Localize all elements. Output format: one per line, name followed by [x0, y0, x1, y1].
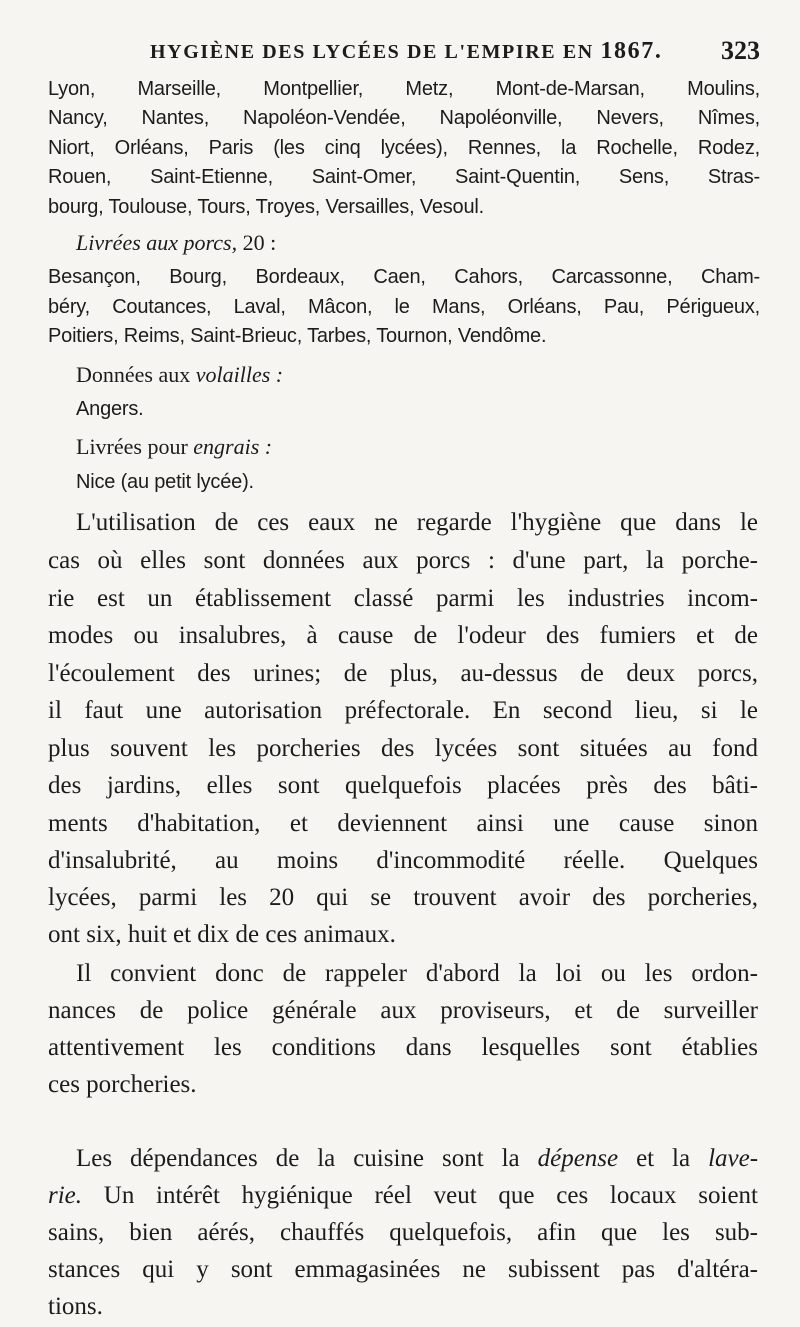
text-line: il faut une autorisation préfectorale. En second lieu, si le: [48, 697, 758, 724]
engrais-item: Nice (au petit lycée).: [76, 471, 254, 493]
list-line: bourg, Toulouse, Tours, Troyes, Versailles, Vesoul.: [48, 196, 484, 218]
section-heading-porcs: [76, 230, 276, 256]
text-line: cas où elles sont données aux porcs : d'une part, la porche-: [48, 547, 758, 574]
running-head: [150, 38, 662, 65]
running-head-year: 1867.: [600, 38, 663, 64]
list-line: Niort, Orléans, Paris (les cinq lycées), Rennes, la Rochelle, Rodez,: [48, 137, 760, 159]
list-line: Nancy, Nantes, Napoléon-Vendée, Napoléonville, Nevers, Nîmes,: [48, 107, 760, 129]
heading-prefix: Données aux: [76, 362, 191, 387]
text-line: des jardins, elles sont quelquefois placées près des bâti-: [48, 772, 758, 799]
text-line: d'insalubrité, au moins d'incommodité réelle. Quelques: [48, 847, 758, 874]
heading-italic: volailles :: [195, 362, 284, 387]
volailles-item: Angers.: [76, 398, 144, 420]
text-line: nances de police générale aux proviseurs, et de surveiller: [48, 997, 758, 1024]
list-line: Besançon, Bourg, Bordeaux, Caen, Cahors, Carcassonne, Cham-: [48, 266, 760, 288]
list-line: Lyon, Marseille, Montpellier, Metz, Mont-de-Marsan, Moulins,: [48, 78, 760, 100]
text-line: ments d'habitation, et deviennent ainsi une cause sinon: [48, 810, 758, 837]
heading-count: 20 :: [242, 230, 277, 255]
text-line: stances qui y sont emmagasinées ne subissent pas d'altéra-: [48, 1256, 758, 1283]
text-line: l'écoulement des urines; de plus, au-dessus de deux porcs,: [48, 660, 758, 687]
text-span: Les dépendances de la cuisine sont la: [76, 1145, 520, 1172]
list-line: béry, Coutances, Laval, Mâcon, le Mans, Orléans, Pau, Périgueux,: [48, 296, 760, 318]
text-line: [76, 1145, 758, 1173]
running-head-text: HYGIÈNE DES LYCÉES DE L'EMPIRE EN: [150, 41, 594, 63]
text-line: attentivement les conditions dans lesquelles sont établies: [48, 1034, 758, 1061]
text-line: [48, 1182, 758, 1210]
heading-prefix: Livrées pour: [76, 434, 188, 459]
text-line: sains, bien aérés, chauffés quelquefois, afin que les sub-: [48, 1219, 758, 1246]
text-span: et la: [636, 1145, 691, 1172]
text-line: lycées, parmi les 20 qui se trouvent avoir des porcheries,: [48, 884, 758, 911]
text-line: rie est un établissement classé parmi les industries incom-: [48, 585, 758, 612]
text-span: Un intérêt hygiénique réel veut que ces locaux soient: [103, 1182, 758, 1209]
heading-italic: engrais :: [193, 434, 273, 459]
text-line: plus souvent les porcheries des lycées sont situées au fond: [48, 735, 758, 762]
list-line: Rouen, Saint-Etienne, Saint-Omer, Saint-Quentin, Sens, Stras-: [48, 166, 760, 188]
list-line: Poitiers, Reims, Saint-Brieuc, Tarbes, Tournon, Vendôme.: [48, 325, 547, 347]
text-line: tions.: [48, 1293, 103, 1320]
term-laverie: lave-: [708, 1145, 759, 1172]
text-line: Il convient donc de rappeler d'abord la loi ou les ordon-: [76, 960, 758, 987]
page-header: [150, 38, 760, 72]
text-line: L'utilisation de ces eaux ne regarde l'hygiène que dans le: [76, 509, 758, 536]
text-line: ont six, huit et dix de ces animaux.: [48, 921, 396, 948]
text-line: ces porcheries.: [48, 1071, 197, 1098]
heading-italic: Livrées aux porcs,: [76, 230, 238, 255]
text-line: modes ou insalubres, à cause de l'odeur des fumiers et de: [48, 622, 758, 649]
term-laverie-end: rie.: [48, 1182, 83, 1209]
page-number: 323: [721, 36, 760, 65]
section-heading-volailles: [76, 362, 283, 388]
term-depense: dépense: [537, 1145, 619, 1172]
section-heading-engrais: [76, 434, 272, 460]
